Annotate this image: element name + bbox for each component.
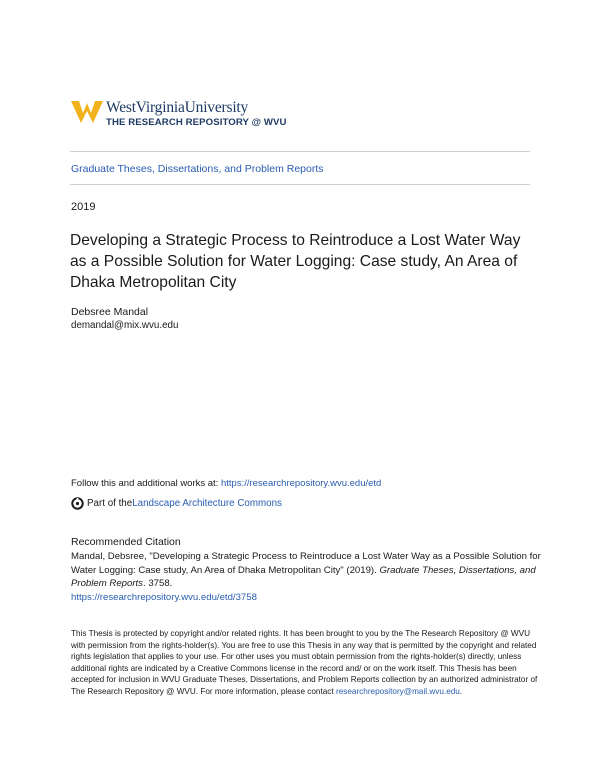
contact-email-link[interactable]: researchrepository@mail.wvu.edu (335, 686, 460, 696)
university-name: WestVirginiaUniversity (106, 99, 249, 116)
citation-number: . 3758. (142, 578, 173, 589)
bepress-network-icon (71, 497, 84, 510)
publication-year: 2019 (71, 201, 96, 213)
citation-text: Mandal, Debsree, "Developing a Strategic Process to Reintroduce a Lost Water Way as a Possible Solution for Water Logging: Case study, An Area of Dhaka Metropolitan City" (2019). (71, 551, 541, 576)
author-email: demandal@mix.wvu.edu (71, 320, 179, 331)
divider-bottom (70, 184, 530, 185)
thesis-title: Developing a Strategic Process to Reintroduce a Lost Water Way as a Possible Solution for Water Logging: Case study, An Area of Dhaka Metropolitan City (70, 232, 521, 291)
rights-end: . (459, 686, 463, 696)
wvu-flying-wv-icon (71, 99, 103, 125)
rights-statement (71, 628, 541, 698)
follow-line (71, 478, 381, 489)
wvu-logo[interactable] (71, 99, 311, 135)
part-of-line (71, 497, 282, 510)
follow-text: Follow this and additional works at: (71, 478, 221, 489)
series-link[interactable]: Graduate Theses, Dissertations, and Problem Reports (71, 163, 324, 175)
citation-url-link[interactable]: https://researchrepository.wvu.edu/etd/3758 (71, 591, 257, 603)
divider-top (70, 151, 530, 152)
author-name: Debsree Mandal (71, 306, 149, 318)
etd-link[interactable]: https://researchrepository.wvu.edu/etd (220, 478, 382, 489)
citation-heading: Recommended Citation (71, 536, 181, 548)
rights-text: This Thesis is protected by copyright and/or related rights. It has been brought to you by the The Research Repository @ WVU with permission from the rights-holder(s). You are free to use this Thesis in any way that is permitted by the copyright and related rights legislation that applies to your use. For other uses you must obtain permission from the rights-holder(s) directly, unless additional rights are indicated by a Creative Commons license in the record and/ or on the work itself. This Thesis has been accepted for inclusion in WVU Graduate Theses, Dissertations, and Problem Reports collection by an authorized administrator of The Research Repository @ WVU. For more information, please contact (71, 629, 538, 696)
landscape-architecture-link[interactable]: Landscape Architecture Commons (132, 498, 282, 509)
citation-series: Graduate Theses, Dissertations, and Problem Reports (71, 564, 536, 589)
part-of-text: Part of the (87, 498, 133, 509)
repository-name: THE RESEARCH REPOSITORY @ WVU (106, 117, 287, 128)
citation-body (71, 550, 541, 604)
